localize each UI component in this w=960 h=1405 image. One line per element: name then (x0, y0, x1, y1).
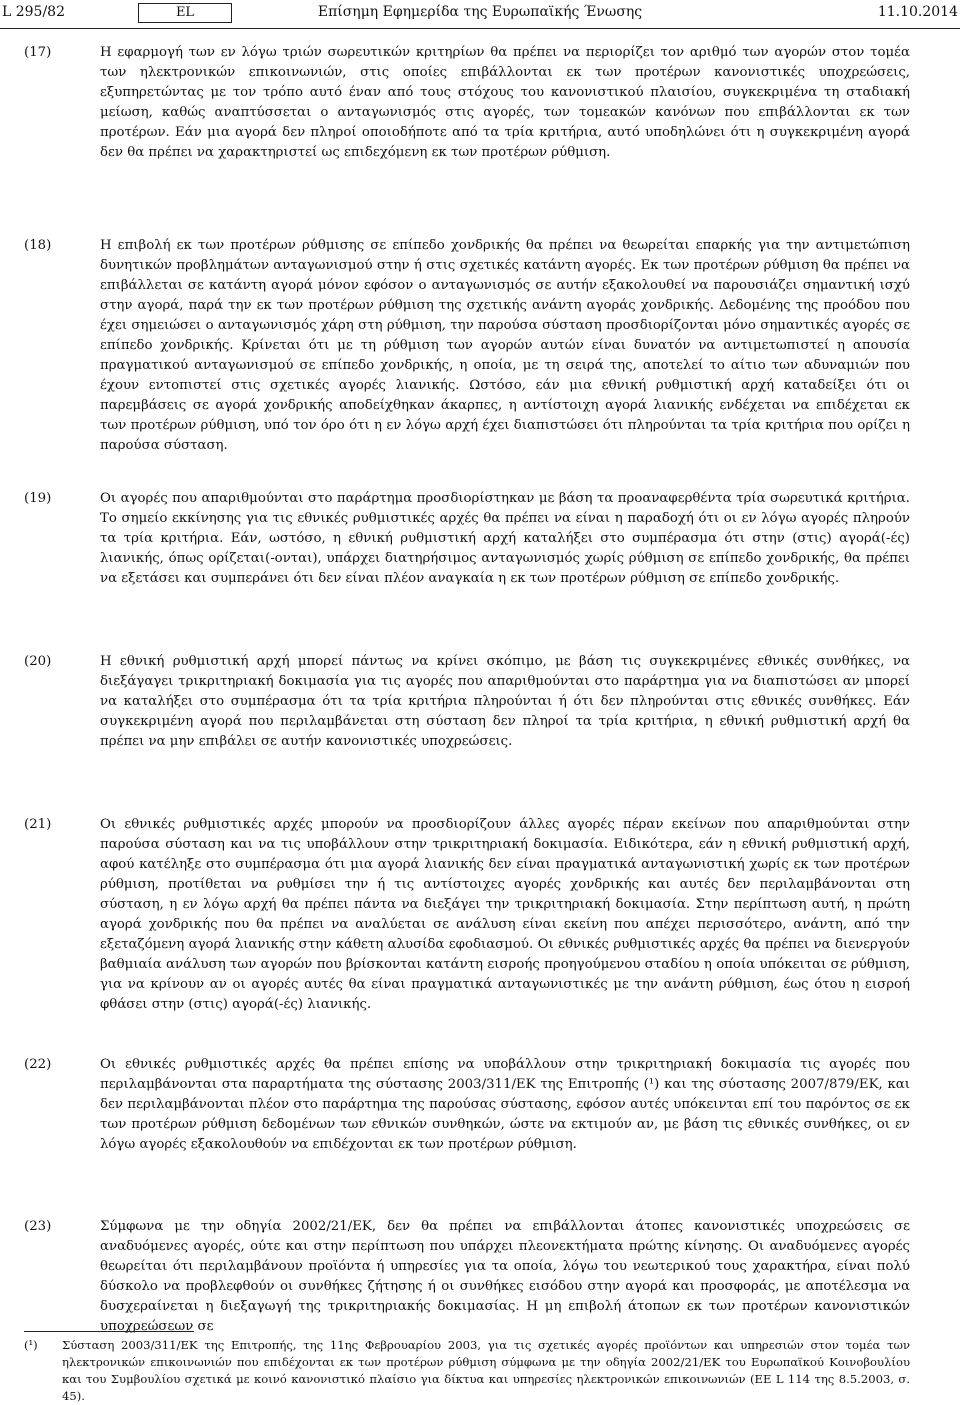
footnote-marker: (¹) (24, 1338, 38, 1352)
footnote-divider (24, 1331, 194, 1332)
paragraph-text: Οι εθνικές ρυθμιστικές αρχές θα πρέπει επίσης να υποβάλλουν στην τρικριτηριακή δοκιμασία τις αγορές που περιλαμβάνονται στα παραρτήματα της σύστασης 2003/311/ΕΚ της Επιτροπής (¹) και της σύστασης 2007/879/ΕΚ, και δεν περιλαμβάνονται πλέον στο παράρτημα της παρούσας σύστασης, εφόσον αυτές υπόκεινται επί του παρόντος σε εκ των προτέρων ρύθμιση δεδομένων των εθνικών συνθηκών, ώστε να εκτιμούν αν, με βάση τις εθνικές συνθήκες, οι εν λόγω αγορές εξακολουθούν να επιδέχονται εκ των προτέρων ρύθμιση. (100, 1057, 910, 1152)
paragraph-text: Οι εθνικές ρυθμιστικές αρχές μπορούν να προσδιορίζουν άλλες αγορές πέραν εκείνων που απαριθμούνται στην παρούσα σύσταση και να τις υποβάλλουν στην τρικριτηριακή δοκιμασία. Ειδικότερα, εάν η εθνική ρυθμιστική αρχή, αφού κατέληξε στο συμπέρασμα ότι μια αγορά λιανικής δεν είναι πραγματικά ανταγωνιστική χωρίς εκ των προτέρων ρύθμιση, προτίθεται να ρυθμίσει την ή τις αντίστοιχες αγορές χονδρικής και αυτές δεν περιλαμβάνονται στη σύσταση, η εν λόγω αρχή θα πρέπει πάντα να διεξάγει την τρικριτηριακή δοκιμασία. Στην περίπτωση αυτή, η πρώτη αγορά χονδρικής που θα πρέπει να αναλύεται σε ανάλυση είναι εκείνη που απέχει περισσότερο, ανάντη, από την εξεταζόμενη αγορά λιανικής στην κάθετη αλυσίδα εφοδιασμού. Οι εθνικές ρυθμιστικές αρχές θα πρέπει να διενεργούν βαθμιαία ανάλυση των αγορών που βρίσκονται κατάντη εισροής προηγούμενου σταδίου η οποία υπόκειται σε ρύθμιση, για να κρίνουν αν οι αγορές αυτές θα είναι πραγματικά ανταγωνιστικές με την ανάντη ρύθμιση, έως ότου η εισροή φθάσει στην (στις) αγορά(-ές) λιανικής. (100, 817, 910, 1012)
paragraph-text: Η εφαρμογή των εν λόγω τριών σωρευτικών κριτηρίων θα πρέπει να περιορίζει τον αριθμό των αγορών στον τομέα των ηλεκτρονικών επικοινωνιών, στις οποίες επιβάλλονται εκ των προτέρων κανονιστικές υποχρεώσεις, εξυπηρετώντας με τον τρόπο αυτό έναν από τους στόχους του κανονιστικού πλαισίου, συγκεκριμένα τη σταδιακή μείωση, καθώς αναπτύσσεται ο ανταγωνισμός στις αγορές, των τομεακών κανόνων που επιβάλλονται εκ των προτέρων. Εάν μια αγορά δεν πληροί οποιοδήποτε από τα τρία κριτήρια, αυτό υποδηλώνει ότι η συγκεκριμένη αγορά δεν θα πρέπει να χαρακτηριστεί ως επιδεχόμενη εκ των προτέρων ρύθμιση. (100, 45, 910, 160)
publication-date: 11.10.2014 (877, 4, 958, 20)
paragraph-number: (21) (24, 817, 52, 832)
paragraph-number: (19) (24, 491, 52, 506)
language-badge: EL (138, 3, 232, 23)
paragraph-number: (20) (24, 654, 52, 669)
paragraph-text: Η εθνική ρυθμιστική αρχή μπορεί πάντως να κρίνει σκόπιμο, με βάση τις συγκεκριμένες εθνικές συνθήκες, να διεξάγαγει τρικριτηριακή δοκιμασία για τις αγορές που απαριθμούνται στο παράρτημα για να διαπιστώσει αν μπορεί να καταλήξει στο συμπέρασμα ότι τα τρία κριτήρια πληρούνται ή ότι δεν πληρούνται στις εθνικές συνθήκες. Εάν συγκεκριμένη αγορά που περιλαμβάνεται στη σύσταση δεν πληροί τα τρία κριτήρια, η εθνική ρυθμιστική αρχή θα πρέπει να μην επιβάλει σε αυτήν κανονιστικές υποχρεώσεις. (100, 654, 910, 749)
paragraph-text: Οι αγορές που απαριθμούνται στο παράρτημα προσδιορίστηκαν με βάση τα προαναφερθέντα τρία σωρευτικά κριτήρια. Το σημείο εκκίνησης για τις εθνικές ρυθμιστικές αρχές θα πρέπει να είναι η παραδοχή ότι οι εν λόγω αγορές πληρούν τα τρία κριτήρια. Εάν, ωστόσο, η εθνική ρυθμιστική αρχή καταλήξει στο συμπέρασμα ότι στην (στις) αγορά(-ές) λιανικής, όπως ορίζεται(-ονται), υπάρχει διατηρήσιμος ανταγωνισμός χωρίς ρύθμιση σε επίπεδο χονδρικής, θα πρέπει να εξετάσει και συμπεράνει ότι δεν είναι πλέον αναγκαία η εκ των προτέρων ρύθμιση σε επίπεδο χονδρικής. (100, 491, 910, 586)
paragraph-number: (17) (24, 45, 52, 60)
paragraph-number: (22) (24, 1057, 52, 1072)
footnote-text: Σύσταση 2003/311/ΕΚ της Επιτροπής, της 11ης Φεβρουαρίου 2003, για τις σχετικές αγορές προϊόντων και υπηρεσιών στον τομέα των ηλεκτρονικών επικοινωνιών που επιδέχονται εκ των προτέρων ρύθμιση σύμφωνα με την οδηγία 2002/21/ΕΚ του Ευρωπαϊκού Κοινοβουλίου και του Συμβουλίου σχετικά με κοινό κανονιστικό πλαίσιο για δίκτυα και υπηρεσίες ηλεκτρονικών επικοινωνιών (ΕΕ L 114 της 8.5.2003, σ. 45). (62, 1338, 910, 1403)
paragraph-text: Η επιβολή εκ των προτέρων ρύθμισης σε επίπεδο χονδρικής θα πρέπει να θεωρείται επαρκής για την αντιμετώπιση δυνητικών προβλημάτων ανταγωνισμού στην ή στις σχετικές κατάντη αγορές. Εκ των προτέρων ρύθμιση θα πρέπει να επιβάλλεται σε κατάντη αγορά μόνον εφόσον ο ανταγωνισμός σε αυτήν εξακολουθεί να παρουσιάζει σημαντική ισχύ στην αγορά, παρά την εκ των προτέρων ρύθμιση της σχετικής ανάντη αγοράς χονδρικής. Δεδομένης της προόδου που έχει σημειώσει ο ανταγωνισμός χάρη στη ρύθμιση, την παρούσα σύσταση προσδιορίζονται μόνο σημαντικές αγορές σε επίπεδο χονδρικής. Κρίνεται ότι με τη ρύθμιση των αγορών αυτών είναι δυνατόν να αντιμετωπιστεί η απουσία πραγματικού ανταγωνισμού σε επίπεδο χονδρικής, η οποία, με τη σειρά της, αποτελεί το αίτιο των αδυναμιών που έχουν εντοπιστεί στις σχετικές αγορές λιανικής. Ωστόσο, εάν μια εθνική ρυθμιστική αρχή καταδείξει ότι οι παρεμβάσεις σε αγορά χονδρικής αποδείχθηκαν άκαρπες, η αντίστοιχη αγορά λιανικής ενδέχεται να επιδέχεται εκ των προτέρων ρύθμιση, υπό τον όρο ότι η εν λόγω αρχή έχει διαπιστώσει ότι πληρούνται τα τρία κριτήρια που ορίζει η παρούσα σύσταση. (100, 238, 910, 453)
page-reference: L 295/82 (2, 4, 65, 20)
paragraph-number: (18) (24, 238, 52, 253)
paragraph-text: Σύμφωνα με την οδηγία 2002/21/ΕΚ, δεν θα πρέπει να επιβάλλονται άτοπες κανονιστικές υποχρεώσεις σε αναδυόμενες αγορές, ούτε και στην περίπτωση που υπάρχει πλεονεκτήματα πρώτης κίνησης. Οι αναδυόμενες αγορές θεωρείται ότι περιλαμβάνουν προϊόντα ή υπηρεσίες για τα οποία, λόγω του νεωτερικού τους χαρακτήρα, είναι πολύ δύσκολο να προβλεφθούν οι συνθήκες ζήτησης ή οι συνθήκες εισόδου στην αγορά και προσφοράς, με αποτέλεσμα να δυσχεραίνεται η διεξαγωγή της τρικριτηριακής δοκιμασίας. Η μη επιβολή άτοπων εκ των προτέρων κανονιστικών υποχρεώσεων σε (100, 1219, 910, 1334)
journal-title: Επίσημη Εφημερίδα της Ευρωπαϊκής Ένωσης (317, 4, 643, 20)
paragraph-number: (23) (24, 1219, 52, 1234)
page-header (0, 0, 960, 29)
